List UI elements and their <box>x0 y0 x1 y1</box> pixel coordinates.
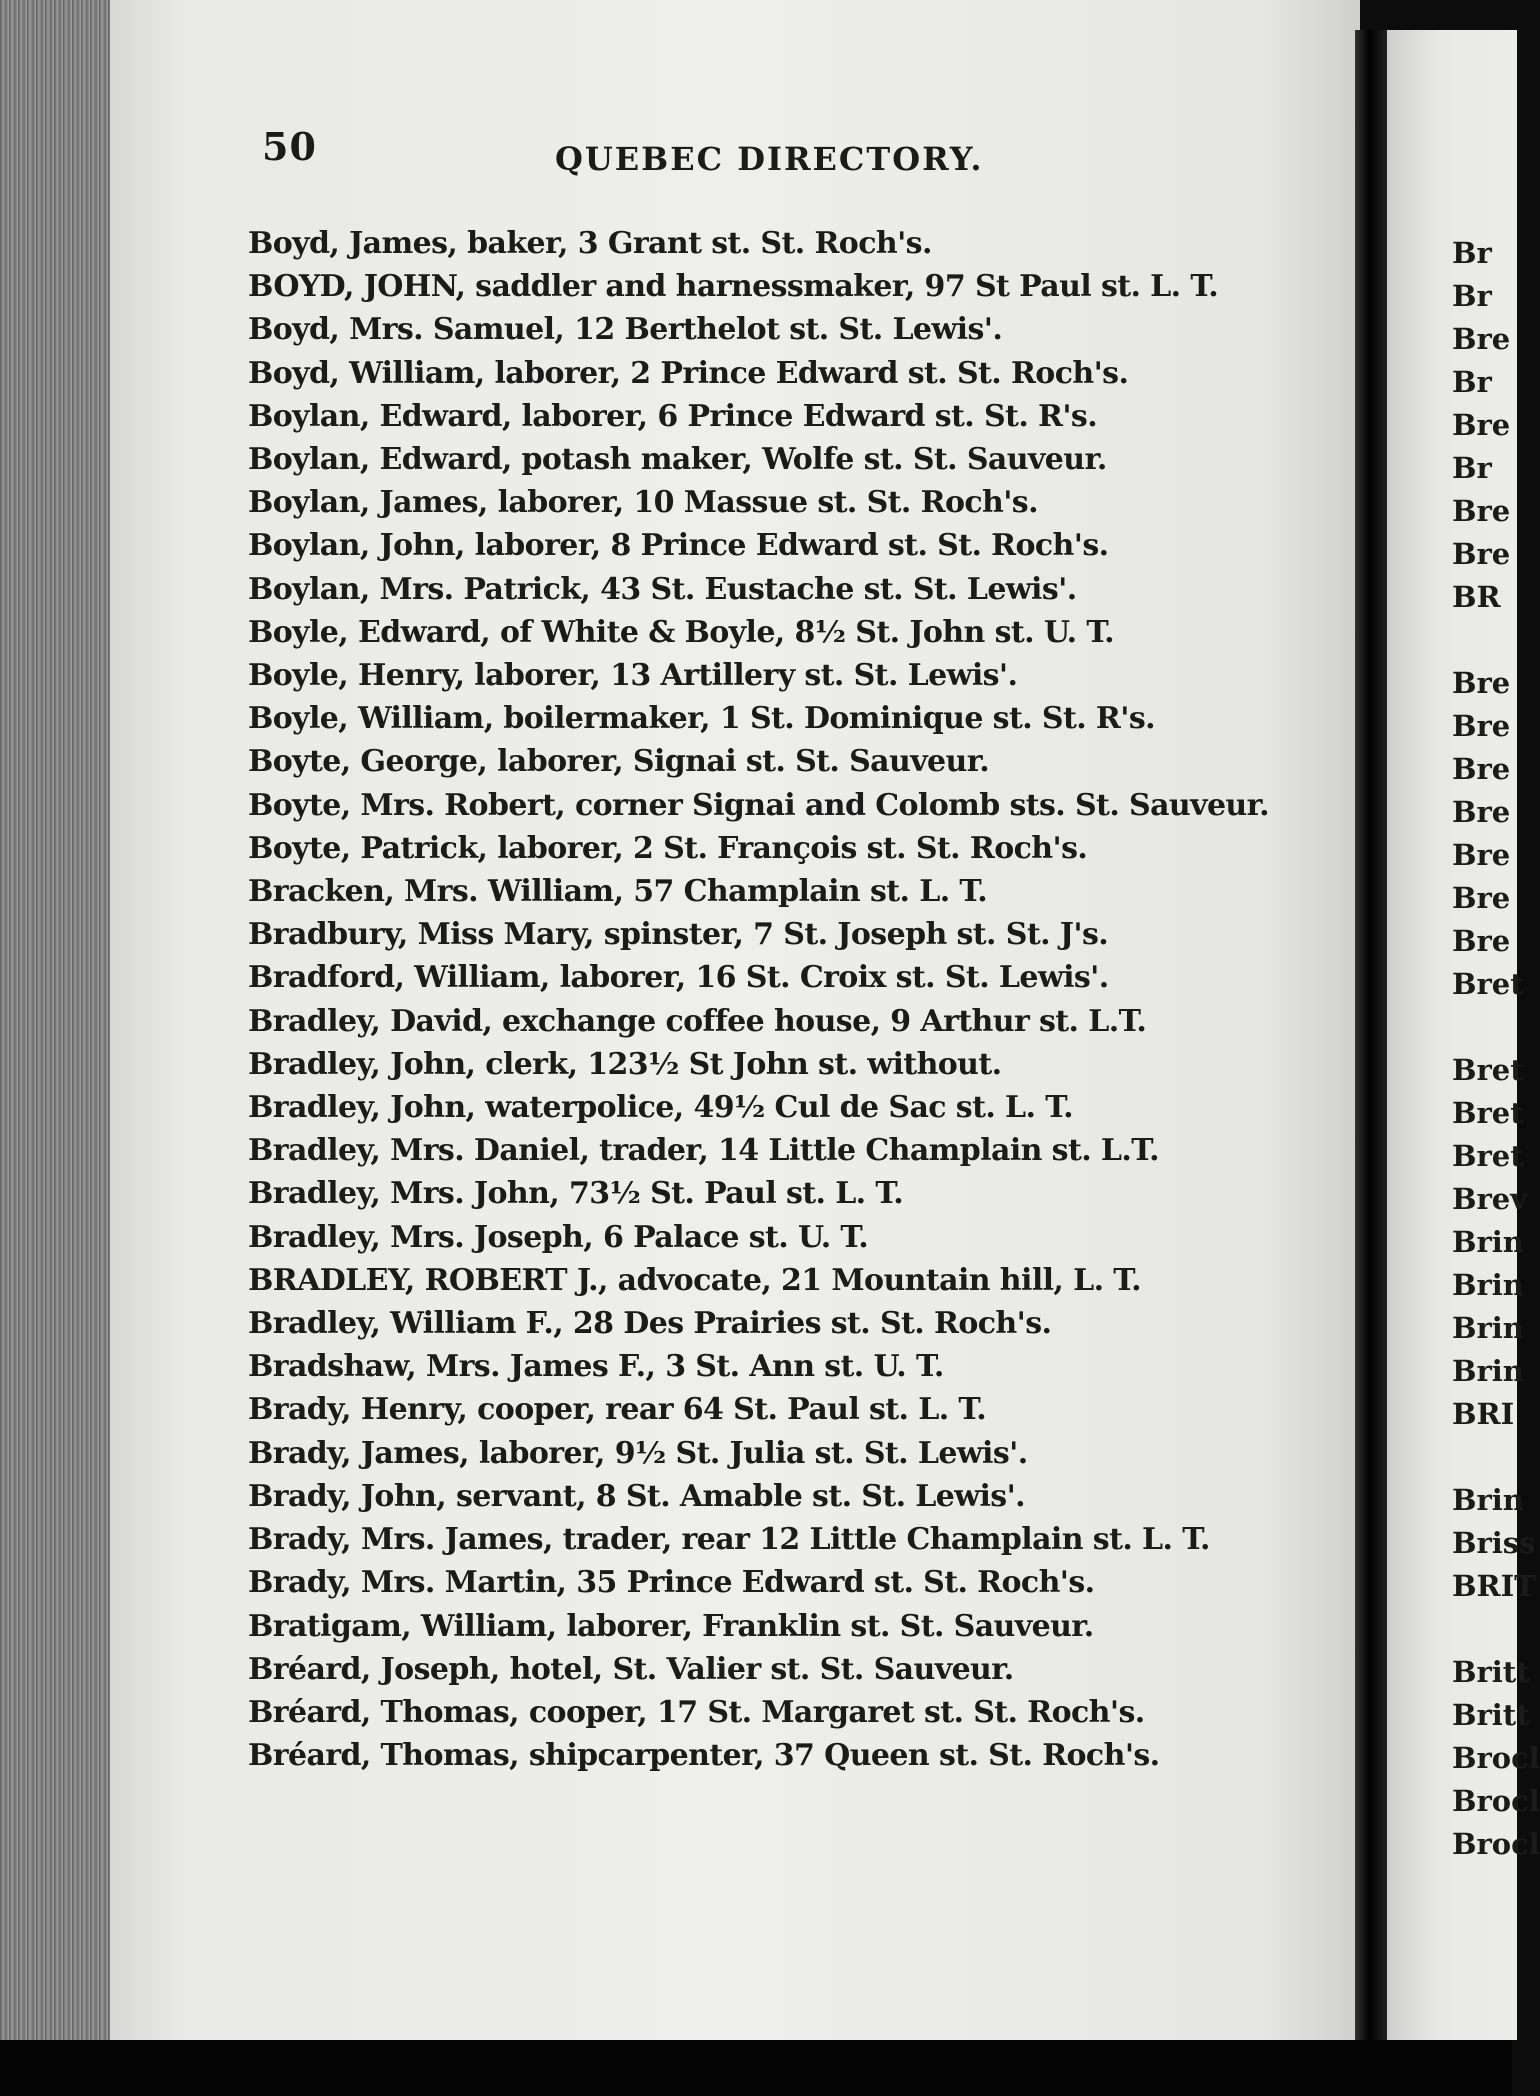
running-head: QUEBEC DIRECTORY. <box>555 140 984 178</box>
right-page-fragment: BRI <box>1452 1397 1515 1431</box>
right-page-fragment: Br <box>1452 451 1492 485</box>
right-page-fragment: Bre <box>1452 709 1511 743</box>
directory-entry: Boylan, James, laborer, 10 Massue st. St. Roch's. <box>248 485 1038 521</box>
directory-entry: Boylan, Edward, potash maker, Wolfe st. St. Sauveur. <box>248 442 1107 478</box>
directory-entry: Boyle, Henry, laborer, 13 Artillery st. St. Lewis'. <box>248 658 1018 694</box>
directory-entry: Boyte, Patrick, laborer, 2 St. François st. St. Roch's. <box>248 830 1088 866</box>
directory-entry: Boyle, William, boilermaker, 1 St. Dominique st. St. R's. <box>248 701 1155 737</box>
right-page-fragment: Britt <box>1452 1655 1530 1689</box>
right-page-fragment: Br <box>1452 365 1492 399</box>
right-page-fragment: Briss <box>1452 1526 1536 1560</box>
directory-entry: Bradley, John, clerk, 123½ St John st. without. <box>248 1046 1002 1082</box>
directory-entry: Bradbury, Miss Mary, spinster, 7 St. Joseph st. St. J's. <box>248 917 1109 953</box>
right-page-fragment: Bret <box>1452 1139 1524 1173</box>
right-page-fragment: Bre <box>1452 494 1511 528</box>
right-page-fragment: BRIT <box>1452 1569 1536 1603</box>
directory-entry: Brady, John, servant, 8 St. Amable st. St. Lewis'. <box>248 1478 1026 1514</box>
right-page-fragment: BR <box>1452 580 1501 614</box>
directory-entry: Brady, Mrs. James, trader, rear 12 Little Champlain st. L. T. <box>248 1522 1210 1558</box>
directory-entry: Brady, James, laborer, 9½ St. Julia st. St. Lewis'. <box>248 1435 1028 1471</box>
book-page-edges <box>0 0 114 2040</box>
page-number: 50 <box>262 124 317 169</box>
directory-entry: BRADLEY, ROBERT J., advocate, 21 Mountain hill, L. T. <box>248 1262 1141 1298</box>
directory-entry: BOYD, JOHN, saddler and harnessmaker, 97 St Paul st. L. T. <box>248 269 1219 305</box>
directory-entry: Bradley, William F., 28 Des Prairies st. St. Roch's. <box>248 1306 1052 1342</box>
directory-entry: Brady, Mrs. Martin, 35 Prince Edward st. St. Roch's. <box>248 1565 1095 1601</box>
directory-entry: Bradley, Mrs. John, 73½ St. Paul st. L. T. <box>248 1176 904 1212</box>
directory-entry: Bradford, William, laborer, 16 St. Croix st. St. Lewis'. <box>248 960 1109 996</box>
right-page-fragment: Bre <box>1452 838 1511 872</box>
directory-entry: Bradshaw, Mrs. James F., 3 St. Ann st. U. T. <box>248 1349 944 1385</box>
right-page-fragment: Bre <box>1452 881 1511 915</box>
directory-entry: Bracken, Mrs. William, 57 Champlain st. L. T. <box>248 874 988 910</box>
directory-entry: Bradley, John, waterpolice, 49½ Cul de Sac st. L. T. <box>248 1090 1073 1126</box>
directory-entry: Boylan, Mrs. Patrick, 43 St. Eustache st. St. Lewis'. <box>248 571 1077 607</box>
directory-entry: Bratigam, William, laborer, Franklin st. St. Sauveur. <box>248 1608 1094 1644</box>
directory-entry: Boylan, Edward, laborer, 6 Prince Edward st. St. R's. <box>248 398 1098 434</box>
directory-entry: Brady, Henry, cooper, rear 64 St. Paul st. L. T. <box>248 1392 987 1428</box>
directory-entries <box>248 222 1303 1777</box>
right-page-fragment: Br <box>1452 236 1492 270</box>
right-page-fragment: Brocl <box>1452 1784 1540 1818</box>
right-page-fragment: Brin <box>1452 1225 1524 1259</box>
right-page-fragment: Brocl <box>1452 1741 1540 1775</box>
right-page-fragment: Brocl <box>1452 1827 1540 1861</box>
right-page-fragment: Brin <box>1452 1311 1524 1345</box>
right-page-fragment: Bret <box>1452 1096 1524 1130</box>
directory-entry: Boyd, Mrs. Samuel, 12 Berthelot st. St. Lewis'. <box>248 312 1003 348</box>
directory-entry: Bréard, Joseph, hotel, St. Valier st. St. Sauveur. <box>248 1651 1014 1687</box>
right-page-fragment: Bre <box>1452 924 1511 958</box>
directory-entry: Bradley, David, exchange coffee house, 9 Arthur st. L.T. <box>248 1003 1147 1039</box>
right-page-fragment: Bre <box>1452 322 1511 356</box>
right-page-fragment: Bret <box>1452 967 1524 1001</box>
directory-entry: Boyle, Edward, of White & Boyle, 8½ St. John st. U. T. <box>248 614 1115 650</box>
right-page-fragment: Brev <box>1452 1182 1528 1216</box>
directory-entry: Bradley, Mrs. Joseph, 6 Palace st. U. T. <box>248 1219 869 1255</box>
right-page-fragment: Britt <box>1452 1698 1530 1732</box>
right-page-fragment: Brin <box>1452 1354 1524 1388</box>
directory-entry: Boyte, George, laborer, Signai st. St. Sauveur. <box>248 744 990 780</box>
directory-entry: Bréard, Thomas, shipcarpenter, 37 Queen st. St. Roch's. <box>248 1738 1160 1774</box>
right-page-fragment: Bre <box>1452 666 1511 700</box>
right-page-fragment: Brin <box>1452 1268 1524 1302</box>
right-page-fragment: Br <box>1452 279 1492 313</box>
right-page-fragment: Bre <box>1452 795 1511 829</box>
book-gutter <box>1355 30 1387 2040</box>
right-page-fragment: Bret <box>1452 1053 1524 1087</box>
directory-entry: Boyte, Mrs. Robert, corner Signai and Colomb sts. St. Sauveur. <box>248 787 1269 823</box>
directory-entry: Bréard, Thomas, cooper, 17 St. Margaret st. St. Roch's. <box>248 1694 1145 1730</box>
scan-bottom-border <box>0 2040 1512 2096</box>
directory-entry: Boylan, John, laborer, 8 Prince Edward st. St. Roch's. <box>248 528 1109 564</box>
directory-entry: Boyd, William, laborer, 2 Prince Edward st. St. Roch's. <box>248 355 1129 391</box>
right-page-fragment: Bre <box>1452 752 1511 786</box>
right-page-fragment: Brin <box>1452 1483 1524 1517</box>
directory-entry: Boyd, James, baker, 3 Grant st. St. Roch's. <box>248 226 932 261</box>
right-page-fragment: Bre <box>1452 408 1511 442</box>
right-page-fragment: Bre <box>1452 537 1511 571</box>
directory-entry: Bradley, Mrs. Daniel, trader, 14 Little Champlain st. L.T. <box>248 1133 1159 1169</box>
